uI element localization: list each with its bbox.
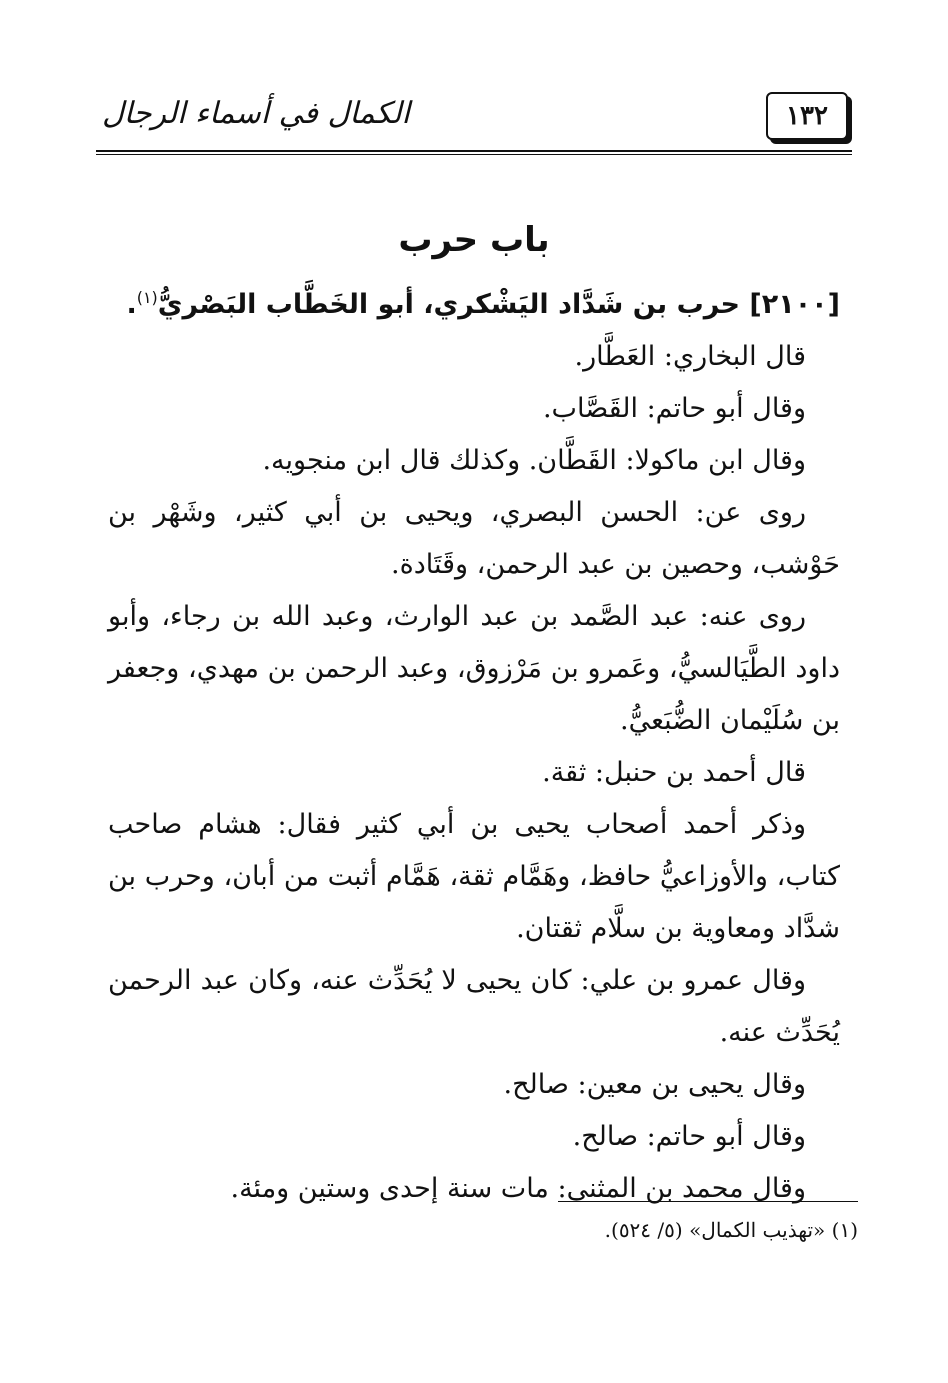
entry-end: .	[126, 289, 137, 320]
paragraph: روى عنه: عبد الصَّمد بن عبد الوارث، وعبد الله بن رجاء، وأبو داود الطَّيَالسيُّ، وعَمرو بن مَرْزوق، وعبد الرحمن بن مهدي، وجعفر بن سُلَيْمان الضُّبَعيُّ.	[108, 601, 840, 736]
entry-name: حرب بن شَدَّاد اليَشْكري، أبو الخَطَّاب البَصْريُّ	[157, 289, 740, 320]
paragraph: قال البخاري: العَطَّار.	[574, 341, 806, 372]
paragraph: وقال أبو حاتم: القَصَّاب.	[542, 393, 806, 424]
paragraph: وقال يحيى بن معين: صالح.	[503, 1069, 806, 1100]
page-number: ١٣٢	[766, 92, 848, 140]
footnote: (١) «تهذيب الكمال» (٥/ ٥٢٤).	[604, 1218, 858, 1242]
paragraph: قال أحمد بن حنبل: ثقة.	[542, 757, 806, 788]
entry-number: [٢١٠٠]	[749, 289, 840, 320]
paragraph: روى عن: الحسن البصري، ويحيى بن أبي كثير، وشَهْر بن حَوْشب، وحصين بن عبد الرحمن، وقَتَادة.	[108, 497, 840, 580]
chapter-title: باب حرب	[398, 220, 550, 260]
footnote-rule	[558, 1201, 858, 1202]
header-rule	[96, 150, 852, 152]
paragraph: وقال أبو حاتم: صالح.	[572, 1121, 806, 1152]
page-body	[108, 220, 840, 1215]
paragraph: وذكر أحمد أصحاب يحيى بن أبي كثير فقال: هشام صاحب كتاب، والأوزاعيُّ حافظ، وهَمَّام ثقة، هَمَّام أثبت من أبان، وحرب بن شدَّاد ومعاوية بن سلَّام ثقتان.	[108, 809, 840, 944]
footnote-marker[interactable]: (١)	[136, 288, 158, 307]
paragraph: وقال ابن ماكولا: القَطَّان. وكذلك قال ابن منجويه.	[262, 445, 806, 476]
page-header	[96, 78, 852, 148]
entry-heading	[108, 272, 840, 331]
book-title: الكمال في أسماء الرجال	[102, 96, 410, 131]
paragraph: وقال عمرو بن علي: كان يحيى لا يُحَدِّث عنه، وكان عبد الرحمن يُحَدِّث عنه.	[108, 965, 840, 1048]
paragraph: وقال محمد بن المثنى: مات سنة إحدى وستين ومئة.	[230, 1173, 806, 1204]
header-rule-thin	[96, 154, 852, 155]
